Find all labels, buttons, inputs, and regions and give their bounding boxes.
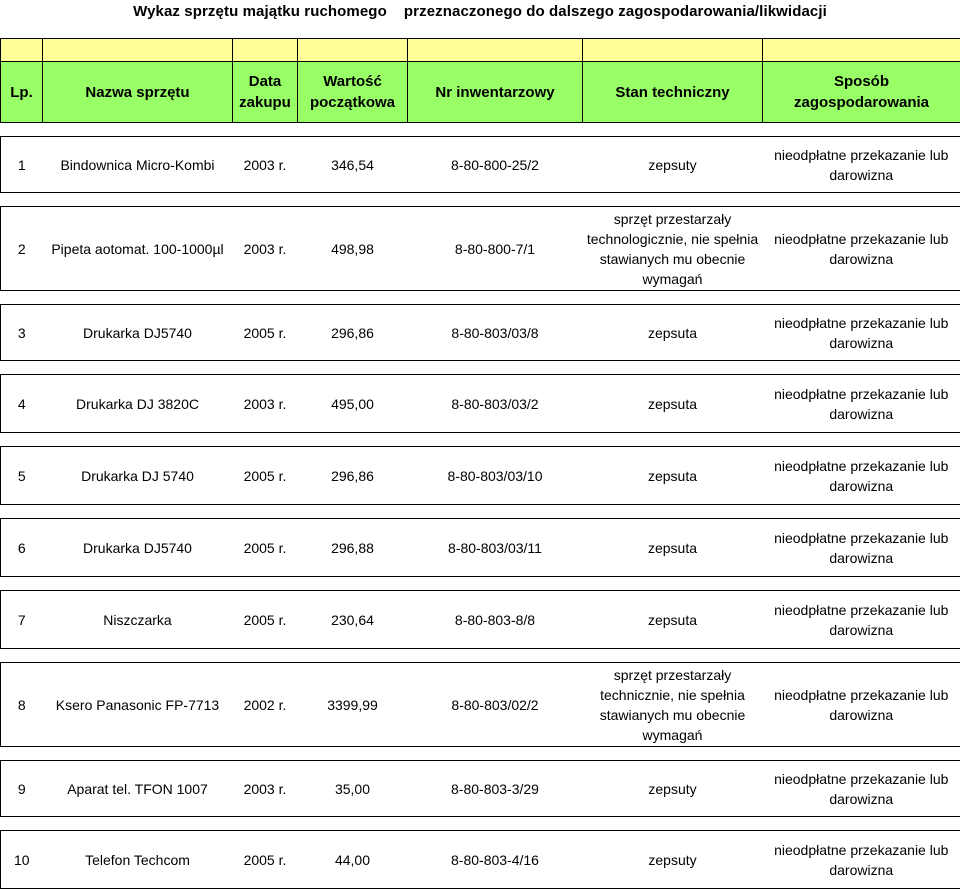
row-number: 4 bbox=[1, 375, 43, 433]
equipment-name: Drukarka DJ5740 bbox=[43, 519, 233, 577]
row-number: 1 bbox=[1, 137, 43, 193]
initial-value: 35,00 bbox=[298, 761, 408, 817]
equipment-table bbox=[0, 38, 960, 889]
inventory-number: 8-80-803-3/29 bbox=[408, 761, 583, 817]
equipment-name: Drukarka DJ 3820C bbox=[43, 375, 233, 433]
technical-state: zepsuty bbox=[583, 831, 763, 889]
inventory-number: 8-80-803-4/16 bbox=[408, 831, 583, 889]
row-spacer bbox=[1, 649, 960, 663]
table-row bbox=[1, 447, 960, 505]
header-name: Nazwa sprzętu bbox=[43, 62, 233, 123]
disposal-method: nieodpłatne przekazanie lub darowizna bbox=[763, 375, 960, 433]
row-spacer bbox=[1, 817, 960, 831]
purchase-date: 2005 r. bbox=[233, 447, 298, 505]
row-number: 2 bbox=[1, 207, 43, 291]
row-spacer bbox=[1, 123, 960, 137]
row-spacer bbox=[1, 193, 960, 207]
technical-state: sprzęt przestarzały technicznie, nie spełnia stawianych mu obecnie wymagań bbox=[583, 663, 763, 747]
purchase-date: 2005 r. bbox=[233, 519, 298, 577]
equipment-name: Aparat tel. TFON 1007 bbox=[43, 761, 233, 817]
initial-value: 3399,99 bbox=[298, 663, 408, 747]
header-technical-state: Stan techniczny bbox=[583, 62, 763, 123]
inventory-number: 8-80-803-8/8 bbox=[408, 591, 583, 649]
disposal-method: nieodpłatne przekazanie lub darowizna bbox=[763, 761, 960, 817]
purchase-date: 2005 r. bbox=[233, 305, 298, 361]
disposal-method: nieodpłatne przekazanie lub darowizna bbox=[763, 831, 960, 889]
disposal-method: nieodpłatne przekazanie lub darowizna bbox=[763, 591, 960, 649]
header-row bbox=[1, 62, 960, 123]
purchase-date: 2003 r. bbox=[233, 761, 298, 817]
inventory-number: 8-80-803/03/11 bbox=[408, 519, 583, 577]
row-spacer bbox=[1, 433, 960, 447]
header-inventory-number: Nr inwentarzowy bbox=[408, 62, 583, 123]
header-value: Wartość początkowa bbox=[298, 62, 408, 123]
initial-value: 346,54 bbox=[298, 137, 408, 193]
row-number: 7 bbox=[1, 591, 43, 649]
initial-value: 296,88 bbox=[298, 519, 408, 577]
table-row bbox=[1, 831, 960, 889]
table-row bbox=[1, 761, 960, 817]
initial-value: 296,86 bbox=[298, 305, 408, 361]
technical-state: zepsuty bbox=[583, 137, 763, 193]
table-row bbox=[1, 591, 960, 649]
table-row bbox=[1, 137, 960, 193]
initial-value: 495,00 bbox=[298, 375, 408, 433]
initial-value: 296,86 bbox=[298, 447, 408, 505]
technical-state: zepsuta bbox=[583, 591, 763, 649]
header-disposal-method: Sposób zagospodarowania bbox=[763, 62, 960, 123]
equipment-name: Niszczarka bbox=[43, 591, 233, 649]
disposal-method: nieodpłatne przekazanie lub darowizna bbox=[763, 519, 960, 577]
table-row bbox=[1, 305, 960, 361]
header-strip bbox=[1, 39, 960, 62]
row-number: 5 bbox=[1, 447, 43, 505]
header-lp: Lp. bbox=[1, 62, 43, 123]
technical-state: zepsuty bbox=[583, 761, 763, 817]
technical-state: zepsuta bbox=[583, 305, 763, 361]
disposal-method: nieodpłatne przekazanie lub darowizna bbox=[763, 137, 960, 193]
technical-state: zepsuta bbox=[583, 519, 763, 577]
initial-value: 230,64 bbox=[298, 591, 408, 649]
inventory-number: 8-80-803/03/2 bbox=[408, 375, 583, 433]
inventory-number: 8-80-803/03/10 bbox=[408, 447, 583, 505]
row-number: 9 bbox=[1, 761, 43, 817]
equipment-name: Pipeta aotomat. 100-1000µl bbox=[43, 207, 233, 291]
purchase-date: 2005 r. bbox=[233, 591, 298, 649]
purchase-date: 2003 r. bbox=[233, 375, 298, 433]
equipment-name: Bindownica Micro-Kombi bbox=[43, 137, 233, 193]
technical-state: sprzęt przestarzały technologicznie, nie spełnia stawianych mu obecnie wymagań bbox=[583, 207, 763, 291]
equipment-name: Drukarka DJ 5740 bbox=[43, 447, 233, 505]
disposal-method: nieodpłatne przekazanie lub darowizna bbox=[763, 207, 960, 291]
purchase-date: 2003 r. bbox=[233, 207, 298, 291]
row-number: 3 bbox=[1, 305, 43, 361]
table-row bbox=[1, 207, 960, 291]
inventory-number: 8-80-803/02/2 bbox=[408, 663, 583, 747]
technical-state: zepsuta bbox=[583, 447, 763, 505]
disposal-method: nieodpłatne przekazanie lub darowizna bbox=[763, 663, 960, 747]
purchase-date: 2002 r. bbox=[233, 663, 298, 747]
row-number: 10 bbox=[1, 831, 43, 889]
table-row bbox=[1, 519, 960, 577]
inventory-number: 8-80-800-25/2 bbox=[408, 137, 583, 193]
inventory-number: 8-80-800-7/1 bbox=[408, 207, 583, 291]
row-number: 6 bbox=[1, 519, 43, 577]
disposal-method: nieodpłatne przekazanie lub darowizna bbox=[763, 305, 960, 361]
row-spacer bbox=[1, 291, 960, 305]
disposal-method: nieodpłatne przekazanie lub darowizna bbox=[763, 447, 960, 505]
row-spacer bbox=[1, 361, 960, 375]
inventory-number: 8-80-803/03/8 bbox=[408, 305, 583, 361]
table-body bbox=[1, 123, 960, 889]
equipment-name: Drukarka DJ5740 bbox=[43, 305, 233, 361]
row-spacer bbox=[1, 577, 960, 591]
table-row bbox=[1, 663, 960, 747]
header-date: Data zakupu bbox=[233, 62, 298, 123]
initial-value: 498,98 bbox=[298, 207, 408, 291]
row-number: 8 bbox=[1, 663, 43, 747]
equipment-name: Ksero Panasonic FP-7713 bbox=[43, 663, 233, 747]
row-spacer bbox=[1, 505, 960, 519]
purchase-date: 2005 r. bbox=[233, 831, 298, 889]
technical-state: zepsuta bbox=[583, 375, 763, 433]
initial-value: 44,00 bbox=[298, 831, 408, 889]
document-title: Wykaz sprzętu majątku ruchomego przeznaczonego do dalszego zagospodarowania/likwidacji bbox=[0, 0, 960, 24]
row-spacer bbox=[1, 747, 960, 761]
equipment-name: Telefon Techcom bbox=[43, 831, 233, 889]
table-row bbox=[1, 375, 960, 433]
purchase-date: 2003 r. bbox=[233, 137, 298, 193]
